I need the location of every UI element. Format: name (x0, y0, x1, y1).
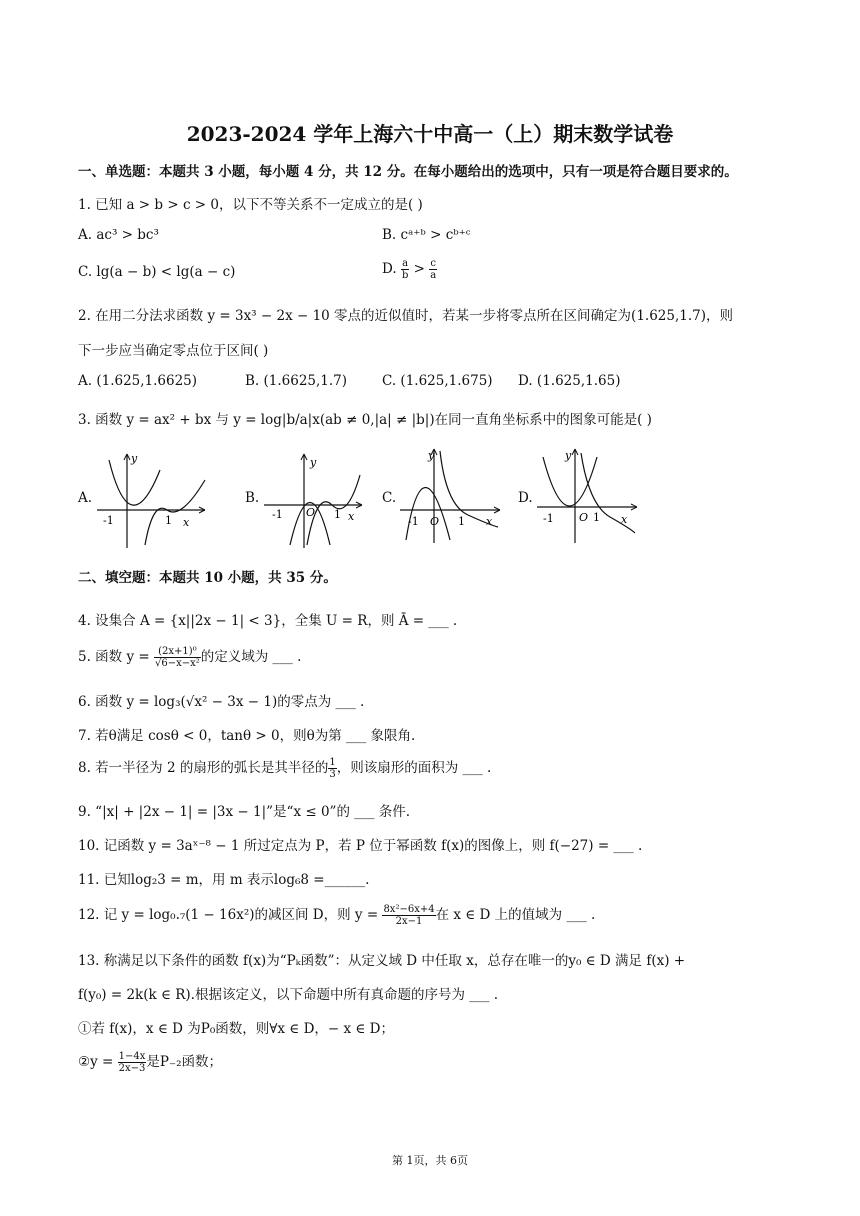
svg-text:-1: -1 (543, 512, 554, 525)
q3-stem: 3. 函数 y = ax² + bx 与 y = log|b/a|x(ab ≠ 0,|a| ≠ |b|)在同一直角坐标系中的图象可能是( ) (78, 412, 652, 428)
svg-text:O: O (430, 515, 440, 528)
q3-label-a: A. (78, 490, 93, 506)
svg-text:y: y (310, 456, 317, 469)
svg-text:1: 1 (593, 511, 600, 524)
q4-text: 4. 设集合 A = {x||2x − 1| < 3}，全集 U = R，则 Ā = ___ . (78, 613, 458, 629)
q10-text: 10. 记函数 y = 3aˣ⁻⁸ − 1 所过定点为 P，若 P 位于幂函数 f(x)的图像上，则 f(−27) = ___ . (78, 838, 643, 854)
q9-text: 9. “|x| + |2x − 1| = |3x − 1|”是“x ≤ 0”的 ___ 条件. (78, 804, 411, 820)
q7-text: 7. 若θ满足 cosθ < 0，tanθ > 0，则θ为第 ___ 象限角. (78, 728, 416, 744)
q12-text: 12. 记 y = log₀.₇(1 − 16x²)的减区间 D，则 y = $\frac{\text{8x²−6x+4}}{2x-1}$ 在 x ∈ D 上的值域为 ___ . (78, 904, 596, 927)
q2-option-a: A. (1.625,1.6625) (78, 373, 198, 389)
q3-label-c: C. (382, 490, 397, 506)
q6-text: 6. 函数 y = log₃(√x² − 3x − 1)的零点为 ___ . (78, 694, 365, 710)
svg-text:x: x (183, 516, 190, 529)
page-title: 2023-2024 学年上海六十中高一（上）期末数学试卷 (186, 122, 674, 146)
svg-text:1: 1 (458, 515, 465, 528)
svg-text:1: 1 (165, 514, 172, 527)
q13-line1: 13. 称满足以下条件的函数 f(x)为“Pₖ函数”：从定义域 D 中任取 x，总存在唯一的y₀ ∈ D 满足 f(x) + (78, 953, 686, 969)
page-footer: 第 1页，共 6页 (392, 1154, 468, 1167)
q3-graph-a (95, 450, 215, 550)
q3-graph-c (398, 445, 508, 545)
q11-text: 11. 已知log₂3 = m，用 m 表示log₆8 =______. (78, 872, 370, 888)
q1-option-c: C. lg(a − b) < lg(a − c) (78, 264, 236, 280)
svg-text:x: x (621, 513, 628, 526)
y-label: y (131, 452, 138, 465)
q2-option-c: C. (1.625,1.675) (382, 373, 493, 389)
q1-option-b: B. cᵃ⁺ᵇ > cᵇ⁺ᶜ (382, 227, 471, 243)
svg-text:x: x (486, 515, 493, 528)
section-2-heading: 二、填空题：本题共 10 小题，共 35 分。 (78, 570, 337, 586)
q13-item1: ①若 f(x)，x ∈ D 为P₀函数，则∀x ∈ D，− x ∈ D； (78, 1021, 395, 1037)
svg-text:-1: -1 (272, 508, 283, 521)
q1-stem: 1. 已知 a > b > c > 0，以下不等关系不一定成立的是( ) (78, 197, 423, 213)
q2-option-b: B. (1.6625,1.7) (245, 373, 348, 389)
svg-text:-1: -1 (408, 515, 419, 528)
q3-graph-d (535, 445, 645, 545)
svg-text:x: x (348, 510, 355, 523)
svg-text:y: y (428, 449, 435, 462)
svg-text:-1: -1 (103, 514, 114, 527)
svg-text:1: 1 (334, 508, 341, 521)
q13-item2: ②y = $\frac{1-4x}{2x-3}$ 是P₋₂函数； (78, 1051, 222, 1074)
svg-text:O: O (306, 506, 316, 519)
q3-label-d: D. (518, 490, 533, 506)
q1-option-a: A. ac³ > bc³ (78, 227, 159, 243)
q2-option-d: D. (1.625,1.65) (518, 373, 621, 389)
q1-option-d: D. $\frac{a}{b}$ > $\frac{c}{a}$ (382, 258, 437, 281)
q2-stem-line1: 2. 在用二分法求函数 y = 3x³ − 2x − 10 零点的近似值时，若某一步将零点所在区间确定为(1.625,1.7)，则 (78, 308, 733, 324)
svg-text:O: O (579, 511, 589, 524)
svg-text:y: y (565, 449, 572, 462)
q2-stem-line2: 下一步应当确定零点位于区间( ) (78, 343, 269, 359)
q3-label-b: B. (245, 490, 260, 506)
q13-line2: f(y₀) = 2k(k ∈ R).根据该定义，以下命题中所有真命题的序号为 ___ . (78, 987, 499, 1003)
q3-graph-b (262, 450, 372, 550)
q8-text: 8. 若一半径为 2 的扇形的弧长是其半径的 $\frac{1}{3}$ ，则该扇形的面积为 ___ . (78, 757, 492, 780)
q5-text: 5. 函数 y = $\frac{\text{(2x+1)⁰}}{\text{√6−x−x²}}$ 的定义域为 ___ . (78, 646, 302, 669)
section-1-heading: 一、单选题：本题共 3 小题，每小题 4 分，共 12 分。在每小题给出的选项中，只有一项是符合题目要求的。 (78, 164, 738, 180)
